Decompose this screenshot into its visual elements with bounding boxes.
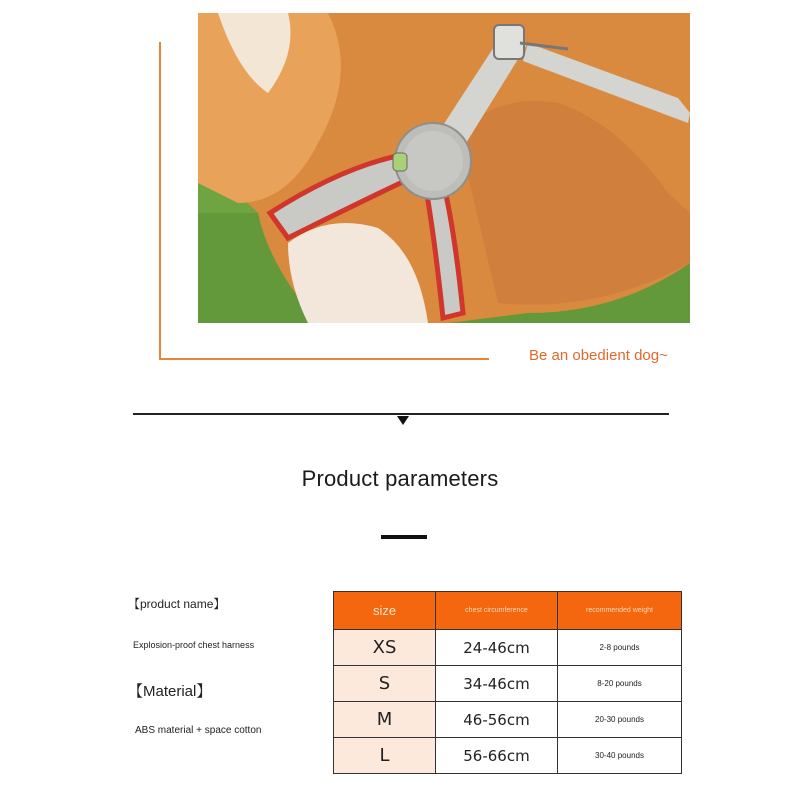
frame-line-vertical (159, 42, 161, 360)
header-size: size (334, 592, 436, 630)
weight-cell: 30-40 pounds (558, 738, 682, 774)
table-row (334, 702, 682, 738)
section-divider (133, 413, 669, 415)
frame-line-horizontal (159, 358, 489, 360)
table-row (334, 666, 682, 702)
size-table (333, 591, 682, 774)
weight-cell: 8-20 pounds (558, 666, 682, 702)
table-row (334, 738, 682, 774)
size-cell: XS (334, 630, 436, 666)
table-row (334, 630, 682, 666)
circumference-cell: 34-46cm (436, 666, 558, 702)
size-cell: L (334, 738, 436, 774)
size-cell: M (334, 702, 436, 738)
circumference-cell: 46-56cm (436, 702, 558, 738)
material-label: 【Material】 (128, 683, 212, 700)
dog-harness-illustration (198, 13, 690, 323)
circumference-cell: 56-66cm (436, 738, 558, 774)
weight-cell: 2-8 pounds (558, 630, 682, 666)
material-value: ABS material + space cotton (135, 725, 262, 736)
slogan-text: Be an obedient dog~ (529, 347, 668, 364)
triangle-down-icon (397, 416, 409, 425)
circumference-cell: 24-46cm (436, 630, 558, 666)
size-cell: S (334, 666, 436, 702)
product-name-label: 【product name】 (128, 597, 226, 611)
table-header-row (334, 592, 682, 630)
weight-cell: 20-30 pounds (558, 702, 682, 738)
section-title: Product parameters (301, 466, 499, 491)
product-name-value: Explosion-proof chest harness (133, 640, 255, 650)
header-circumference: chest circumference (436, 592, 558, 630)
header-weight: recommended weight (558, 592, 682, 630)
product-photo (198, 13, 690, 323)
title-underline (381, 535, 427, 539)
